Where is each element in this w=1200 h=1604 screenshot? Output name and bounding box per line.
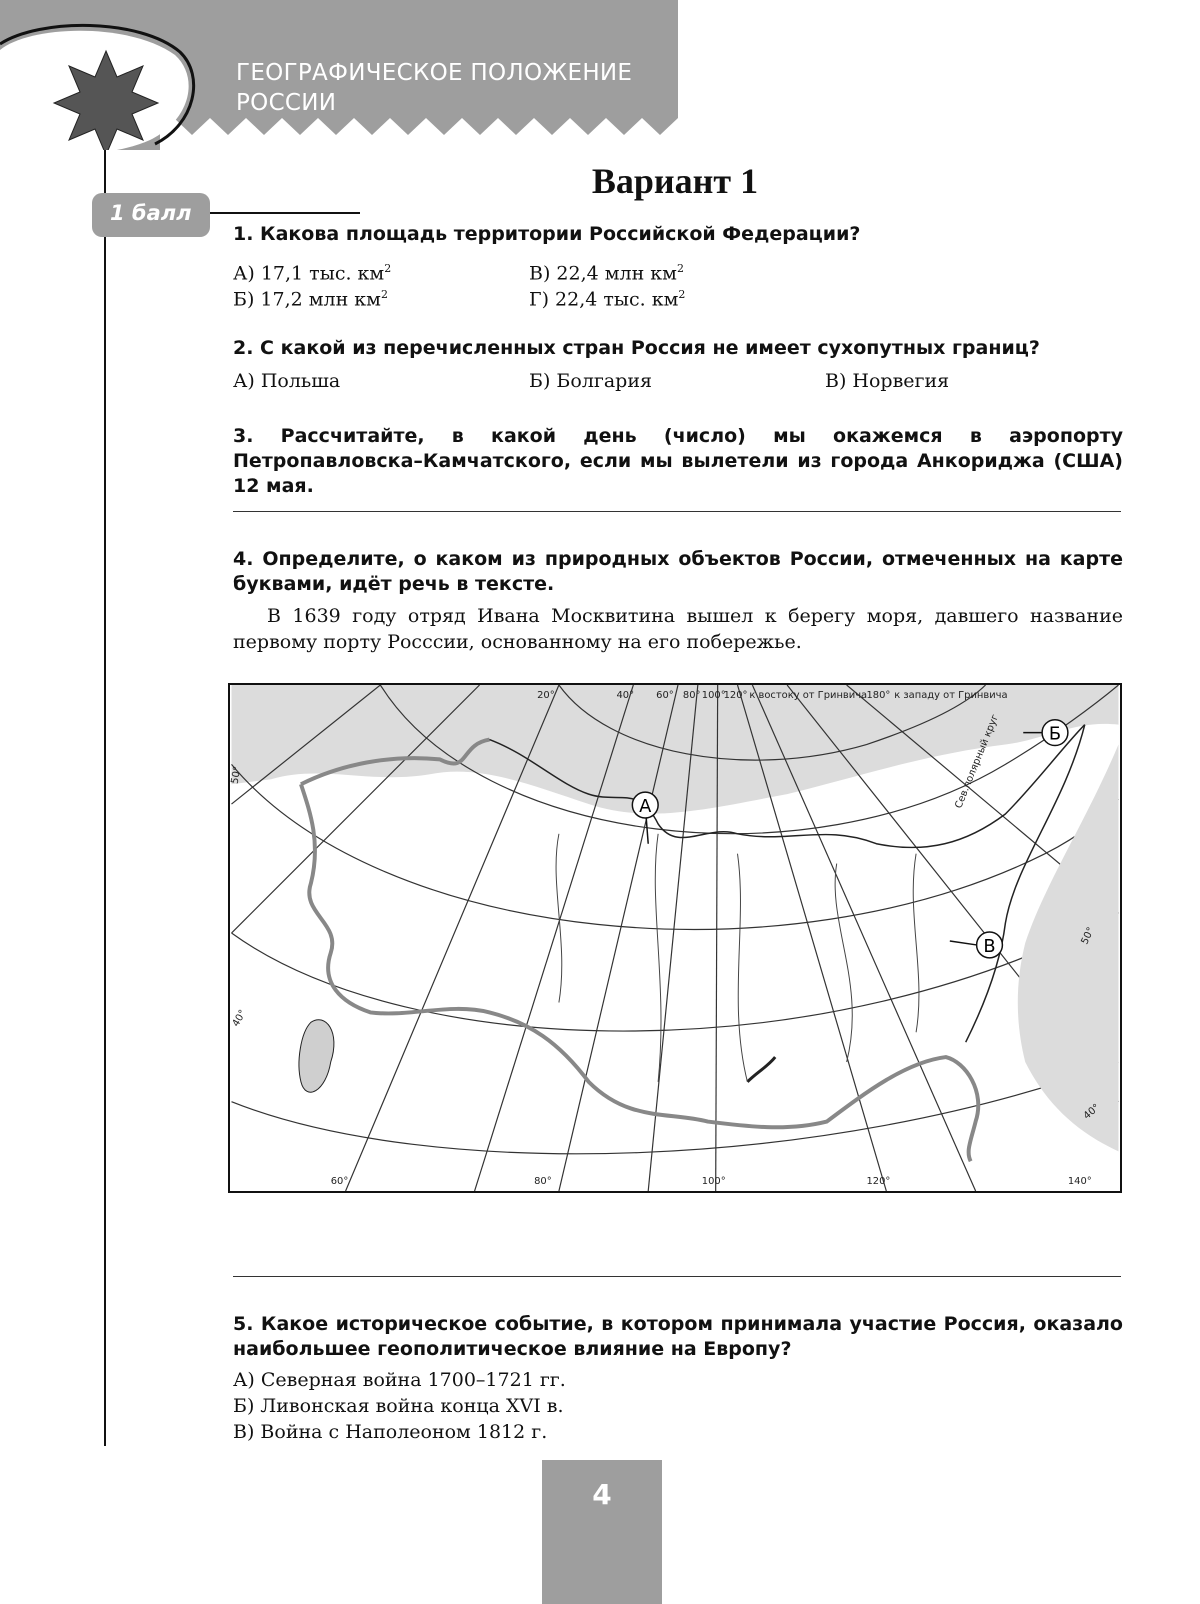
map-top-label-120: 120° <box>723 689 748 701</box>
badge-rule <box>210 212 360 214</box>
map-side-label-right-40: 40° <box>1081 1102 1103 1122</box>
map-top-label-180: 180° <box>866 689 891 701</box>
page-number: 4 <box>592 1478 612 1511</box>
map-side-label-left-50: 50° <box>229 765 244 785</box>
answer-line-3[interactable] <box>233 511 1121 512</box>
q2-option-b: Б) Болгария <box>529 370 652 392</box>
q1-option-b: Б) 17,2 млн $км^2$ <box>233 288 388 311</box>
q5-option-a: А) Северная война 1700–1721 гг. <box>233 1369 566 1391</box>
map-bottom-label-120: 120° <box>866 1176 891 1188</box>
map-side-label-right-50: 50° <box>1079 925 1097 947</box>
map-top-label-20: 20° <box>537 689 555 701</box>
map-top-label-40: 40° <box>616 689 635 701</box>
q1-option-g: Г) 22,4 тыс. $км^2$ <box>529 288 686 311</box>
russia-map <box>228 683 1122 1193</box>
answer-line-4[interactable] <box>233 1276 1121 1277</box>
variant-title: Вариант 1 <box>591 161 759 201</box>
section-title: ГЕОГРАФИЧЕСКОЕ ПОЛОЖЕНИЕ РОССИИ <box>236 60 633 116</box>
score-badge-label: 1 балл <box>110 201 192 225</box>
map-bottom-label-100: 100° <box>701 1176 726 1188</box>
map-top-label-60: 60° <box>656 689 674 701</box>
map-bottom-label-140: 140° <box>1067 1176 1092 1188</box>
arctic-circle-label: Сев.полярный круг <box>953 712 1002 811</box>
map-top-label-80: 80° <box>682 689 701 701</box>
map-top-label-west: к западу от Гринвича <box>894 689 1008 701</box>
q1-option-v: В) 22,4 млн $км^2$ <box>529 262 684 285</box>
question-2: 2. С какой из перечисленных стран Россия не имеет сухопутных границ? <box>233 337 1040 359</box>
map-side-label-left-40: 40° <box>230 1008 249 1029</box>
q1-option-a: А) 17,1 тыс. $км^2$ <box>233 262 392 285</box>
marker-a-label: А <box>639 795 652 817</box>
map-bottom-label-80: 80° <box>534 1176 552 1188</box>
map-top-label-100: 100° <box>701 689 726 701</box>
question-1: 1. Какова площадь территории Российской Федерации? <box>233 223 861 245</box>
marker-v[interactable] <box>950 932 1003 958</box>
page-number-box <box>542 1460 662 1604</box>
q2-option-v: В) Норвегия <box>825 370 950 392</box>
q5-option-v: В) Война с Наполеоном 1812 г. <box>233 1421 548 1443</box>
question-4-paragraph: В 1639 году отряд Ивана Москвитина вышел к берегу моря, давшего название первому порту Росссии, основанному на его побережье. <box>233 605 1123 653</box>
map-bottom-label-60: 60° <box>330 1176 349 1188</box>
question-5: 5. Какое историческое событие, в котором принимала участие Россия, оказало наибольшее геополитическое влияние на Европу? <box>233 1313 1123 1360</box>
marker-b-label: Б <box>1048 723 1062 745</box>
question-4: 4. Определите, о каком из природных объектов России, отмеченных на карте буквами, идёт речь в тексте. <box>233 548 1123 595</box>
q5-option-b: Б) Ливонская война конца XVI в. <box>233 1395 564 1417</box>
map-top-label-east: к востоку от Гринвича <box>749 689 868 701</box>
q2-option-a: А) Польша <box>233 370 341 392</box>
margin-rule <box>104 150 106 1446</box>
marker-v-label: В <box>983 935 996 957</box>
question-3: 3. Рассчитайте, в какой день (число) мы окажемся в аэропорту Петропавловска–Камчатского, если мы вылетели из города Анкориджа (США) 12 мая. <box>233 425 1123 497</box>
